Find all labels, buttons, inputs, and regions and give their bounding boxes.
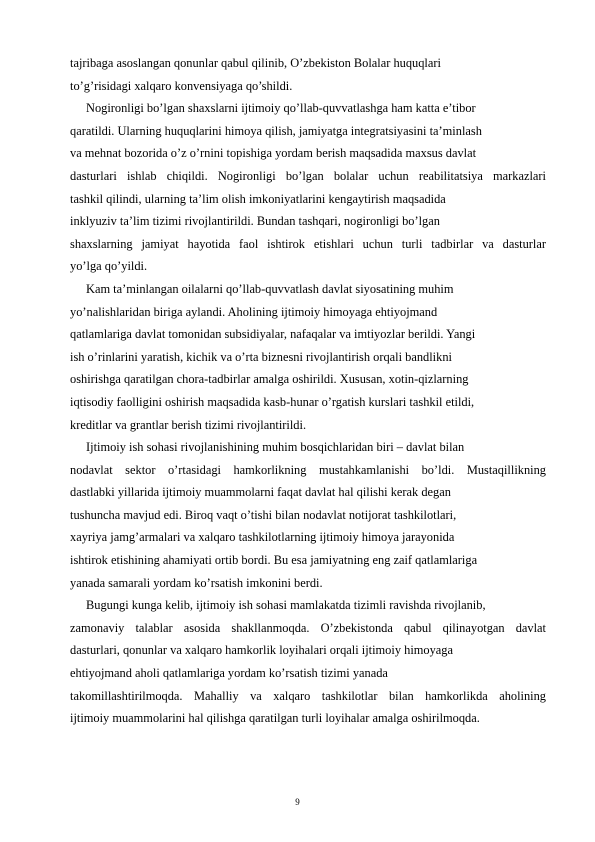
text-line: qatlamlariga davlat tomonidan subsidiyalar, nafaqalar va imtiyozlar berildi. Yangi [70,327,476,342]
paragraph-first-line: Ijtimoiy ish sohasi rivojlanishining muhim bosqichlaridan biri – davlat bilan [86,440,465,455]
text-line: tashkil qilindi, ularning ta’lim olish imkoniyatlarini kengaytirish maqsadida [70,191,446,206]
text-line: yanada samarali yordam ko’rsatish imkonini berdi. [70,575,323,590]
text-line: dastlabki yillarida ijtimoiy muammolarni faqat davlat hal qilishi kerak degan [70,485,451,500]
text-line: xayriya jamg’armalari va xalqaro tashkilotlarning ijtimoiy himoya jarayonida [70,530,455,545]
text-line: iqtisodiy faolligini oshirish maqsadida kasb-hunar o’rgatish kurslari tashkil etildi, [70,394,475,409]
text-line: ishtirok etishining ahamiyati ortib bordi. Bu esa jamiyatning eng zaif qatlamlariga [70,553,478,568]
text-line: kreditlar va grantlar berish tizimi rivojlantirildi. [70,417,307,432]
text-line: takomillashtirilmoqda. Mahalliy va xalqaro tashkilotlar bilan hamkorlikda aholining [70,688,546,703]
text-line: nodavlat sektor o’rtasidagi hamkorlikning mustahkamlanishi bo’ldi. Mustaqillikning [70,462,546,477]
text-line: shaxslarning jamiyat hayotida faol ishtirok etishlari uchun turli tadbirlar va dasturlar [70,236,546,251]
paragraph-first-line: Nogironligi bo’lgan shaxslarni ijtimoiy qo’llab-quvvatlashga ham katta e’tibor [86,101,476,116]
paragraph-first-line: Kam ta’minlangan oilalarni qo’llab-quvvatlash davlat siyosatining muhim [86,281,454,296]
text-line: yo’nalishlaridan biriga aylandi. Aholining ijtimoiy himoyaga ehtiyojmand [70,304,438,319]
text-line: va mehnat bozorida o’z o’rnini topishiga yordam berish maqsadida maxsus davlat [70,146,477,161]
text-line: ish o’rinlarini yaratish, kichik va o’rta biznesni rivojlantirish orqali bandlikni [70,349,452,364]
page-number: 9 [295,797,300,807]
paragraph-first-line: Bugungi kunga kelib, ijtimoiy ish sohasi mamlakatda tizimli ravishda rivojlanib, [86,598,486,613]
document-body [70,52,546,730]
text-line: ijtimoiy muammolarini hal qilishga qaratilgan turli loyihalar amalga oshirilmoqda. [70,711,480,726]
text-line: zamonaviy talablar asosida shakllanmoqda. O’zbekistonda qabul qilinayotgan davlat [70,620,546,635]
text-line: to’g’risidagi xalqaro konvensiyaga qo’shildi. [70,78,293,93]
text-line: inklyuziv ta’lim tizimi rivojlantirildi. Bundan tashqari, nogironligi bo’lgan [70,214,440,229]
text-line: oshirishga qaratilgan chora-tadbirlar amalga oshirildi. Xususan, xotin-qizlarning [70,372,469,387]
text-line: dasturlari, qonunlar va xalqaro hamkorlik loyihalari orqali ijtimoiy himoyaga [70,643,453,658]
text-line: yo’lga qo’yildi. [70,259,148,274]
text-line: tushuncha mavjud edi. Biroq vaqt o’tishi bilan nodavlat notijorat tashkilotlari, [70,507,457,522]
text-line: tajribaga asoslangan qonunlar qabul qilinib, O’zbekiston Bolalar huquqlari [70,56,441,70]
text-line: qaratildi. Ularning huquqlarini himoya qilish, jamiyatga integratsiyasini ta’minlash [70,123,482,138]
text-line: dasturlari ishlab chiqildi. Nogironligi bo’lgan bolalar uchun reabilitatsiya markazlari [70,168,546,183]
text-line: ehtiyojmand aholi qatlamlariga yordam ko’rsatish tizimi yanada [70,666,388,681]
